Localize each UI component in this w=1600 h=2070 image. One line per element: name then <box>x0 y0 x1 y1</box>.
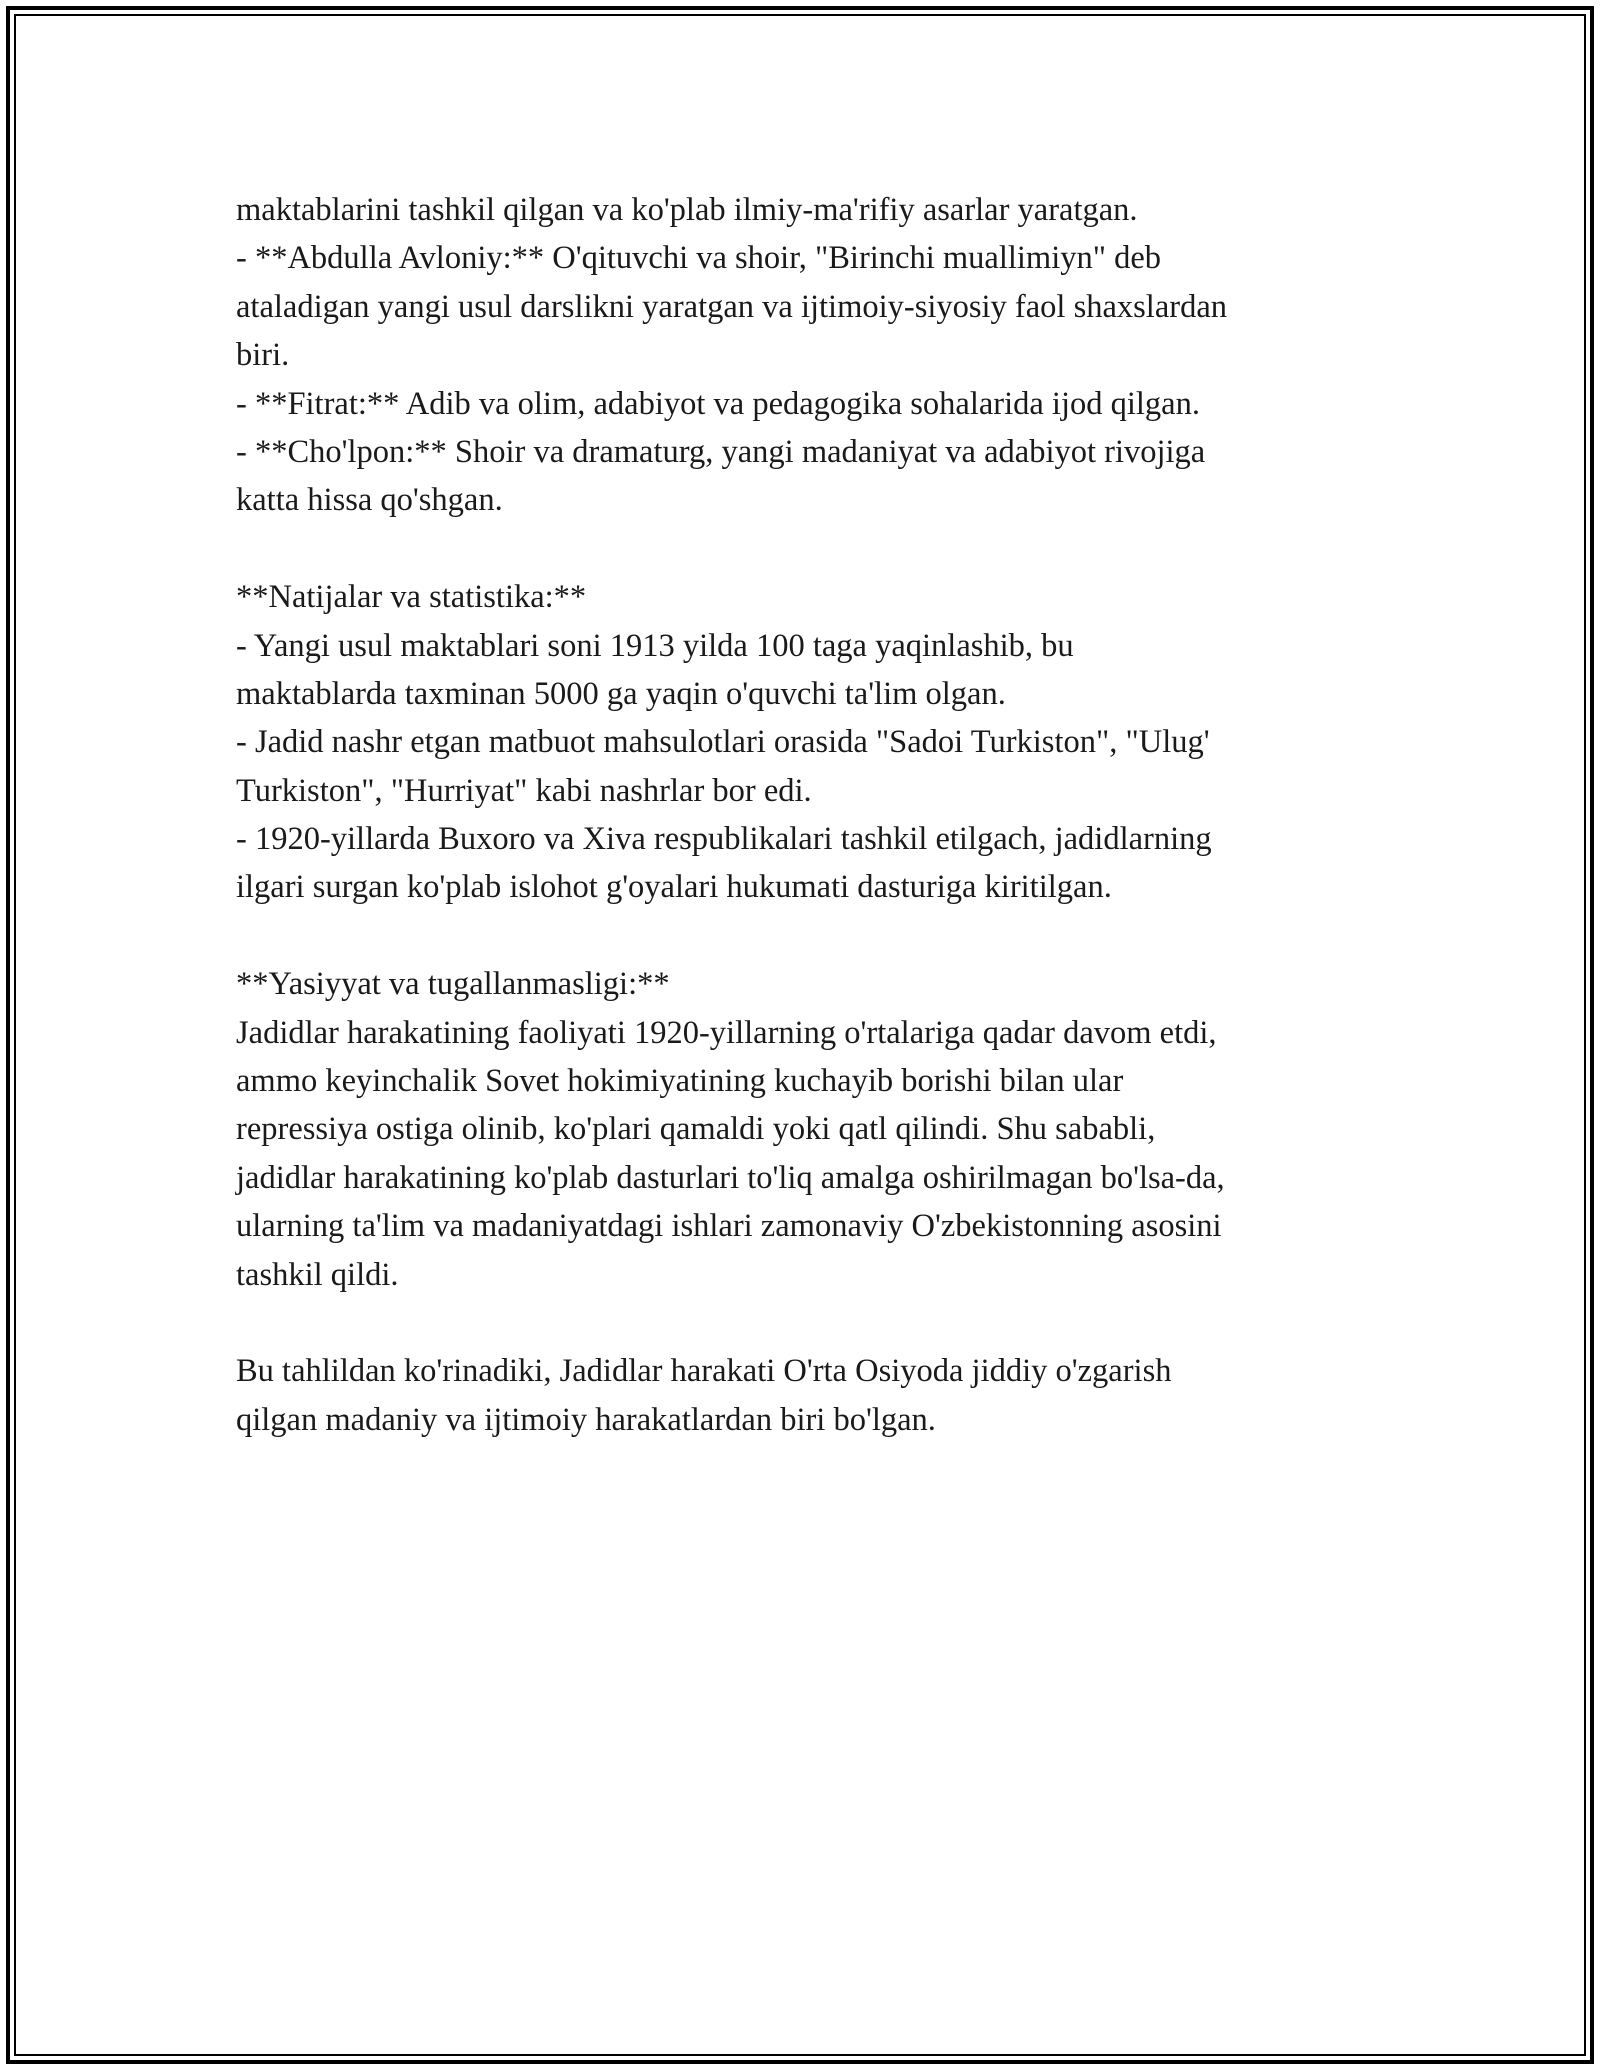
text-line: - **Cho'lpon:** Shoir va dramaturg, yangi madaniyat va adabiyot rivojiga <box>236 433 1206 470</box>
text-line: ularning ta'lim va madaniyatdagi ishlari zamonaviy O'zbekistonning asosini <box>236 1208 1222 1245</box>
paragraph-gap <box>236 912 1386 960</box>
text-line: - Jadid nashr etgan matbuot mahsulotlari orasida "Sadoi Turkiston", "Ulug' <box>236 724 1210 761</box>
paragraph-gap <box>236 525 1386 573</box>
text-line: qilgan madaniy va ijtimoiy harakatlardan biri bo'lgan. <box>236 1401 936 1438</box>
text-line: ataladigan yangi usul darslikni yaratgan va ijtimoiy-siyosiy faol shaxslardan <box>236 288 1228 325</box>
text-line: repressiya ostiga olinib, ko'plari qamaldi yoki qatl qilindi. Shu sababli, <box>236 1111 1156 1148</box>
text-line: - **Abdulla Avloniy:** O'qituvchi va shoir, "Birinchi muallimiyn" deb <box>236 240 1162 277</box>
text-line: maktablarda taxminan 5000 ga yaqin o'quvchi ta'lim olgan. <box>236 675 1006 712</box>
section-heading: **Yasiyyat va tugallanmasligi:** <box>236 966 670 1003</box>
text-line: biri. <box>236 337 290 374</box>
text-line: Jadidlar harakatining faoliyati 1920-yillarning o'rtalariga qadar davom etdi, <box>236 1014 1217 1051</box>
section-heading: **Natijalar va statistika:** <box>236 579 587 616</box>
text-line: tashkil qildi. <box>236 1256 399 1293</box>
text-line: - **Fitrat:** Adib va olim, adabiyot va pedagogika sohalarida ijod qilgan. <box>236 385 1200 422</box>
text-line: Bu tahlildan ko'rinadiki, Jadidlar harakati O'rta Osiyoda jiddiy o'zgarish <box>236 1353 1172 1390</box>
text-line: - Yangi usul maktablari soni 1913 yilda 100 taga yaqinlashib, bu <box>236 627 1074 664</box>
text-line: - 1920-yillarda Buxoro va Xiva respublikalari tashkil etilgach, jadidlarning <box>236 821 1212 858</box>
text-line: jadidlar harakatining ko'plab dasturlari to'liq amalga oshirilmagan bo'lsa-da, <box>236 1159 1225 1196</box>
text-line: maktablarini tashkil qilgan va ko'plab ilmiy-ma'rifiy asarlar yaratgan. <box>236 192 1138 228</box>
text-line: ammo keyinchalik Sovet hokimiyatining kuchayib borishi bilan ular <box>236 1063 1124 1100</box>
document-body <box>236 186 1386 1444</box>
text-line: katta hissa qo'shgan. <box>236 482 503 519</box>
paragraph-gap <box>236 1299 1386 1347</box>
text-line: ilgari surgan ko'plab islohot g'oyalari hukumati dasturiga kiritilgan. <box>236 869 1112 906</box>
text-line: Turkiston", "Hurriyat" kabi nashrlar bor edi. <box>236 772 812 809</box>
